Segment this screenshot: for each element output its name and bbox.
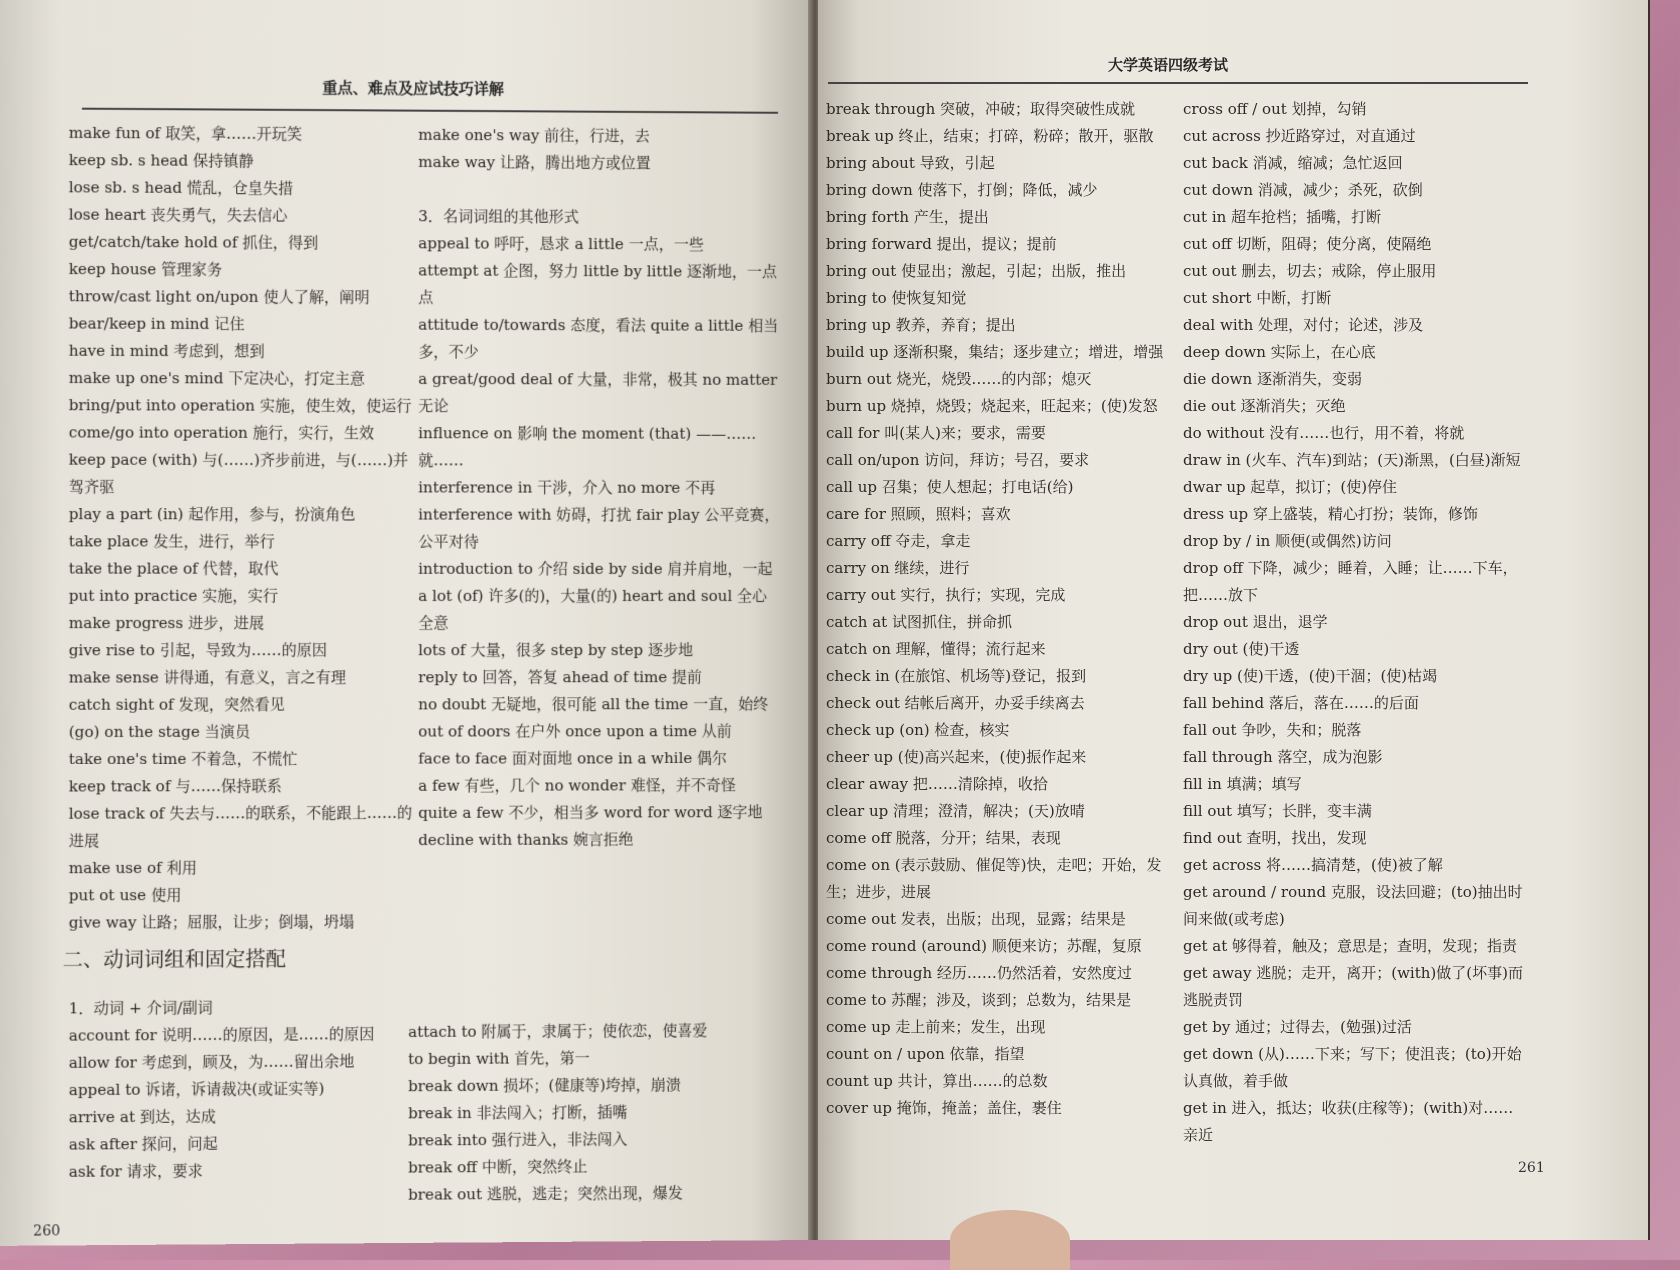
entry: care for 照顾，照料；喜欢 <box>826 505 1011 523</box>
entry: burn out 烧光，烧毁……的内部；熄灭 <box>826 370 1092 388</box>
entry: play a part (in) 起作用，参与，扮演角色 <box>68 505 356 524</box>
entry: draw in (火车、汽车)到站；(天)渐黑，(白昼)渐短 <box>1183 451 1521 469</box>
right-page <box>818 0 1648 1240</box>
entry: check up (on) 检查，核实 <box>826 721 1010 739</box>
entry: cross off / out 划掉，勾销 <box>1183 100 1367 118</box>
entry: bring out 使显出；激起，引起；出版，推出 <box>826 262 1127 280</box>
entry: come to 苏醒；涉及，谈到；总数为，结果是 <box>826 991 1132 1009</box>
entry: lots of 大量，很多 step by step 逐步地 <box>418 641 694 660</box>
entry: break off 中断，突然终止 <box>408 1157 588 1177</box>
entry: cover up 掩饰，掩盖；盖住，裹住 <box>826 1099 1062 1117</box>
entry: make use of 利用 <box>68 858 197 878</box>
entry: give way 让路；屈服，让步；倒塌，坍塌 <box>68 912 355 932</box>
entry: attitude to/towards 态度，看法 quite a little 相当多，不少 <box>418 315 779 361</box>
entry: account for 说明……的原因，是……的原因 <box>68 1025 375 1045</box>
left-col1-top <box>62 120 413 1186</box>
entry: allow for 考虑到，顾及，为……留出余地 <box>68 1052 355 1072</box>
entry: come through 经历……仍然活着，安然度过 <box>826 964 1132 982</box>
entry: bring about 导致，引起 <box>826 154 995 172</box>
right-running-head: 大学英语四级考试 <box>1108 56 1229 74</box>
entry: die out 逐渐消失；灭绝 <box>1183 397 1346 415</box>
entry: a few 有些，几个 no wonder 难怪，并不奇怪 <box>418 776 736 795</box>
entry: build up 逐渐积聚，集结；逐步建立；增进，增强 <box>826 343 1164 361</box>
entry: cut back 消减，缩减；急忙返回 <box>1183 154 1403 172</box>
entry: arrive at 到达，达成 <box>68 1107 216 1127</box>
entry: have in mind 考虑到，想到 <box>68 341 265 361</box>
entry: make fun of 取笑，拿……开玩笑 <box>68 123 302 144</box>
entry: attempt at 企图，努力 little by little 逐渐地，一点点 <box>418 261 778 307</box>
entry: cut short 中断，打断 <box>1183 289 1332 307</box>
entry: catch at 试图抓住，拼命抓 <box>826 613 1012 631</box>
entry: drop out 退出，退学 <box>1183 613 1328 631</box>
entry: bring to 使恢复知觉 <box>826 289 967 307</box>
entry <box>418 176 780 205</box>
entry: no doubt 无疑地，很可能 all the time 一直，始终 <box>418 695 769 714</box>
entry: bring forth 产生，提出 <box>826 208 989 226</box>
entry: lose sb. s head 慌乱，仓皇失措 <box>68 178 294 198</box>
entry: appeal to 诉诸，诉请裁决(或证实等) <box>68 1079 325 1100</box>
entry: dress up 穿上盛装，精心打扮；装饰，修饰 <box>1183 505 1478 523</box>
entry: a great/good deal of 大量，非常，极其 no matter 无论 <box>418 369 778 416</box>
entry: lose track of 失去与……的联系，不能跟上……的进展 <box>68 803 413 850</box>
entry: come out 发表，出版；出现，显露；结果是 <box>826 910 1126 928</box>
subsection-heading: 1．动词 + 介词/副词 <box>68 998 213 1018</box>
entry: check out 结帐后离开，办妥手续离去 <box>826 694 1085 712</box>
entry: get at 够得着，触及；意思是；查明，发现；指责 <box>1183 937 1518 955</box>
entry: ask after 探问，问起 <box>68 1134 218 1154</box>
left-page <box>0 0 815 1246</box>
entry: keep sb. s head 保持镇静 <box>68 150 254 171</box>
entry: fall behind 落后，落在……的后面 <box>1183 694 1419 712</box>
entry: put ot use 使用 <box>68 885 182 905</box>
left-header-rule <box>82 108 778 114</box>
entry: interference in 干涉，介入 no more 不再 <box>418 478 716 497</box>
entry: keep pace (with) 与(……)齐步前进，与(……)并驾齐驱 <box>68 450 409 496</box>
entry: cut off 切断，阻碍；使分离，使隔绝 <box>1183 235 1432 253</box>
right-header-rule <box>828 82 1528 84</box>
entry: deal with 处理，对付；论述，涉及 <box>1183 316 1424 334</box>
entry: out of doors 在户外 once upon a time 从前 <box>418 722 732 741</box>
entry: take place 发生，进行，举行 <box>68 532 275 551</box>
entry: fill in 填满；填写 <box>1183 775 1302 793</box>
entry: cheer up (使)高兴起来，(使)振作起来 <box>826 748 1087 766</box>
right-col1 <box>826 96 1176 1122</box>
entry: count on / upon 依靠，指望 <box>826 1045 1025 1063</box>
entry: burn up 烧掉，烧毁；烧起来，旺起来；(使)发怒 <box>826 397 1158 415</box>
entry: clear up 清理；澄清，解决；(天)放晴 <box>826 802 1085 820</box>
entry: dry out (使)干透 <box>1183 640 1300 658</box>
entry: give rise to 引起，导致为……的原因 <box>68 641 328 660</box>
entry: make one's way 前往，行进，去 <box>418 125 650 146</box>
entry: come on (表示鼓励、催促等)快，走吧；开始，发生；进步，进展 <box>826 856 1162 901</box>
entry: break down 损坏；(健康等)垮掉，崩溃 <box>408 1075 681 1096</box>
entry: call up 召集；使人想起；打电话(给) <box>826 478 1074 496</box>
entry: come up 走上前来；发生，出现 <box>826 1018 1046 1036</box>
entry: drop off 下降，减少；睡着，入睡；让……下车，把……放下 <box>1183 559 1518 604</box>
entry: decline with thanks 婉言拒绝 <box>418 830 634 850</box>
entry: cut in 超车抢档；插嘴，打断 <box>1183 208 1382 226</box>
entry: make sense 讲得通，有意义，言之有理 <box>68 668 347 687</box>
entry: get across 将……搞清楚，(使)被了解 <box>1183 856 1443 874</box>
entry: fall out 争吵，失和；脱落 <box>1183 721 1362 739</box>
left-page-number: 260 <box>33 1223 61 1240</box>
entry: break up 终止，结束；打碎，粉碎；散开，驱散 <box>826 127 1154 145</box>
entry: come off 脱落，分开；结果，表现 <box>826 829 1061 847</box>
entry: bring down 使落下，打倒；降低，减少 <box>826 181 1098 199</box>
entry: fill out 填写；长胖，变丰满 <box>1183 802 1372 820</box>
entry: (go) on the stage 当演员 <box>68 722 251 742</box>
entry: call for 叫(某人)来；要求，需要 <box>826 424 1046 442</box>
left-col2 <box>418 122 780 854</box>
entry: bear/keep in mind 记住 <box>68 314 245 334</box>
entry: cut down 消减，减少；杀死，砍倒 <box>1183 181 1423 199</box>
entry: attach to 附属于，隶属于；使依恋，使喜爱 <box>408 1021 708 1041</box>
entry: catch sight of 发现，突然看见 <box>68 695 285 714</box>
entry: do without 没有……也行，用不着，将就 <box>1183 424 1465 442</box>
entry: die down 逐渐消失，变弱 <box>1183 370 1362 388</box>
left-col2-bottom <box>408 1017 790 1209</box>
entry: bring forward 提出，提议；提前 <box>826 235 1057 253</box>
entry: dry up (使)干透，(使)干涸；(使)枯竭 <box>1183 667 1438 685</box>
entry: lose heart 丧失勇气，失去信心 <box>68 205 288 225</box>
entry: get around / round 克服，设法回避；(to)抽出时间来做(或考虑) <box>1183 883 1523 928</box>
entry: take one's time 不着急，不慌忙 <box>68 749 298 769</box>
entry: carry on 继续，进行 <box>826 559 970 577</box>
entry: get away 逃脱；走开，离开；(with)做了(坏事)而逃脱责罚 <box>1183 964 1523 1009</box>
entry: to begin with 首先，第一 <box>408 1049 590 1069</box>
entry: a lot (of) 许多(的)，大量(的) heart and soul 全心全意 <box>418 586 767 633</box>
entry: drop by / in 顺便(或偶然)访问 <box>1183 532 1392 550</box>
entry: face to face 面对面地 once in a while 偶尔 <box>418 749 728 768</box>
entry: take the place of 代替，取代 <box>68 559 279 578</box>
entry: carry out 实行，执行；实现，完成 <box>826 586 1066 604</box>
entry: call on/upon 访问，拜访；号召，要求 <box>826 451 1090 469</box>
entry: cut across 抄近路穿过，对直通过 <box>1183 127 1416 145</box>
entry: keep house 管理家务 <box>68 259 222 279</box>
entry: make up one's mind 下定决心，打定主意 <box>68 368 365 388</box>
entry: bring/put into operation 实施，使生效，使运行 <box>68 396 412 416</box>
entry: reply to 回答，答复 ahead of time 提前 <box>418 668 703 687</box>
entry: come/go into operation 施行，实行，生效 <box>68 423 375 443</box>
subsection-heading: 3．名词词组的其他形式 <box>418 207 579 226</box>
entry: get in 进入，抵达；收获(庄稼等)；(with)对……亲近 <box>1183 1099 1514 1144</box>
entry: deep down 实际上，在心底 <box>1183 343 1376 361</box>
right-col2 <box>1183 96 1528 1149</box>
entry: appeal to 呼吁，恳求 a little 一点，一些 <box>418 234 704 254</box>
entry: interference with 妨碍，打扰 fair play 公平竞赛，公平对待 <box>418 505 780 551</box>
entry: introduction to 介绍 side by side 肩并肩地，一起 <box>418 559 773 578</box>
entry: break into 强行进入，非法闯入 <box>408 1130 628 1150</box>
entry: get/catch/take hold of 抓住，得到 <box>68 232 319 252</box>
entry: find out 查明，找出，发现 <box>1183 829 1367 847</box>
entry: ask for 请求，要求 <box>68 1161 203 1181</box>
entry: count up 共计，算出……的总数 <box>826 1072 1048 1090</box>
entry: cut out 删去，切去；戒除，停止服用 <box>1183 262 1437 280</box>
entry: put into practice 实施，实行 <box>68 586 279 605</box>
entry: break in 非法闯入；打断，插嘴 <box>408 1103 628 1123</box>
right-page-number: 261 <box>1518 1160 1545 1176</box>
entry: check in (在旅馆、机场等)登记，报到 <box>826 667 1087 685</box>
entry: break out 逃脱，逃走；突然出现，爆发 <box>408 1183 683 1204</box>
entry: make progress 进步，进展 <box>68 613 265 633</box>
section-heading: 二、动词词组和固定搭配 <box>62 947 286 973</box>
thumb <box>950 1210 1070 1270</box>
entry: come round (around) 顺便来访；苏醒，复原 <box>826 937 1142 955</box>
entry: get down (从)……下来；写下；使沮丧；(to)开始认真做，着手做 <box>1183 1045 1522 1090</box>
entry: quite a few 不少，相当多 word for word 逐字地 <box>418 803 763 822</box>
entry: keep track of 与……保持联系 <box>68 776 282 796</box>
entry: throw/cast light on/upon 使人了解，阐明 <box>68 287 370 307</box>
entry: catch on 理解，懂得；流行起来 <box>826 640 1046 658</box>
entry: carry off 夺走，拿走 <box>826 532 971 550</box>
entry: break through 突破，冲破；取得突破性成就 <box>826 100 1136 118</box>
entry: fall through 落空，成为泡影 <box>1183 748 1383 766</box>
entry: influence on 影响 the moment (that) ——……就…… <box>418 424 757 470</box>
entry: bring up 教养，养育；提出 <box>826 316 1016 334</box>
entry: dwar up 起草，拟订；(使)停住 <box>1183 478 1398 496</box>
entry: make way 让路，腾出地方或位置 <box>418 152 651 173</box>
left-running-head: 重点、难点及应试技巧详解 <box>322 78 504 99</box>
entry: clear away 把……清除掉，收拾 <box>826 775 1048 793</box>
entry: get by 通过；过得去，(勉强)过活 <box>1183 1018 1412 1036</box>
